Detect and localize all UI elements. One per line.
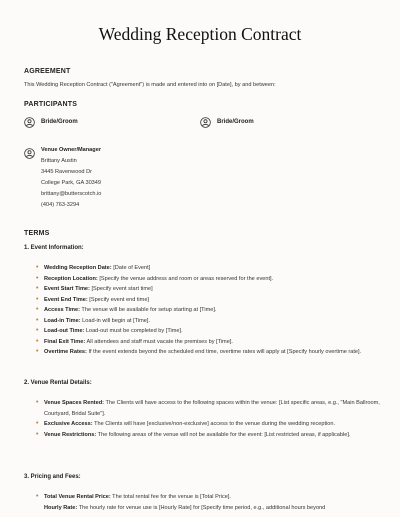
person-icon — [24, 117, 35, 128]
person-icon — [200, 117, 211, 128]
venue-street: 3445 Ravenwood Dr — [41, 169, 92, 175]
list-item: • Final Exit Time: All attendees and staff must vacate the premises by [Time]. — [44, 337, 384, 348]
section-3-title: 3. Pricing and Fees: — [24, 474, 81, 480]
venue-phone: (404) 763-3294 — [41, 202, 80, 208]
party-2-label: Bride/Groom — [217, 119, 254, 125]
venue-contact — [41, 145, 101, 211]
list-item: • Hourly Rate: The hourly rate for venue use is [Hourly Rate] for [Specify time period, e.g., additional hours beyond — [44, 503, 384, 514]
venue-role: Venue Owner/Manager — [41, 147, 101, 153]
list-item: • Venue Restrictions: The following areas of the venue will not be available for the event: [List restricted areas, if applicable]. — [44, 430, 384, 441]
list-item: • Load-out Time: Load-out must be completed by [Time]. — [44, 326, 384, 337]
party-bride-groom-1 — [24, 117, 78, 128]
terms-heading: TERMS — [24, 230, 50, 237]
list-item: • Overtime Rates: If the event extends beyond the scheduled end time, overtime rates will apply at [Specify hourly overtime rate]. — [44, 347, 384, 358]
venue-name: Brittany Austin — [41, 158, 77, 164]
venue-email: brittany@butterscotch.io — [41, 191, 102, 197]
list-item: • Access Time: The venue will be available for setup starting at [Time]. — [44, 305, 384, 316]
list-item: • Event End Time: [Specify event end time] — [44, 295, 384, 306]
list-item: • Load-in Time: Load-in will begin at [Time]. — [44, 316, 384, 327]
participants-heading: PARTICIPANTS — [24, 101, 78, 108]
agreement-heading: AGREEMENT — [24, 68, 71, 75]
document-title: Wedding Reception Contract — [98, 24, 302, 44]
list-item: • Total Venue Rental Price: The total rental fee for the venue is [Total Price]. — [44, 492, 384, 503]
section-2-title: 2. Venue Rental Details: — [24, 380, 92, 386]
list-item: • Exclusive Access: The Clients will have [exclusive/non-exclusive] access to the venue during the wedding reception. — [44, 419, 384, 430]
event-information-list — [36, 263, 384, 358]
list-item: • Venue Spaces Rented: The Clients will have access to the following spaces within the venue: [List specific areas, e.g., "Main Ballroom, Courtyard, Bridal Suite"]. — [44, 398, 384, 419]
person-icon — [24, 148, 35, 159]
list-item: • Wedding Reception Date: [Date of Event] — [44, 263, 384, 274]
party-1-label: Bride/Groom — [41, 119, 78, 125]
party-bride-groom-2 — [200, 117, 254, 128]
pricing-list — [36, 492, 384, 513]
venue-city: College Park, GA 30349 — [41, 180, 102, 186]
section-1-title: 1. Event Information: — [24, 245, 84, 251]
list-item: • Event Start Time: [Specify event start time] — [44, 284, 384, 295]
agreement-text: This Wedding Reception Contract ("Agreement") is made and entered into on [Date], by and between: — [24, 82, 276, 88]
venue-rental-list — [36, 398, 384, 440]
list-item: • Reception Location: [Specify the venue address and room or areas reserved for the event]. — [44, 274, 384, 285]
